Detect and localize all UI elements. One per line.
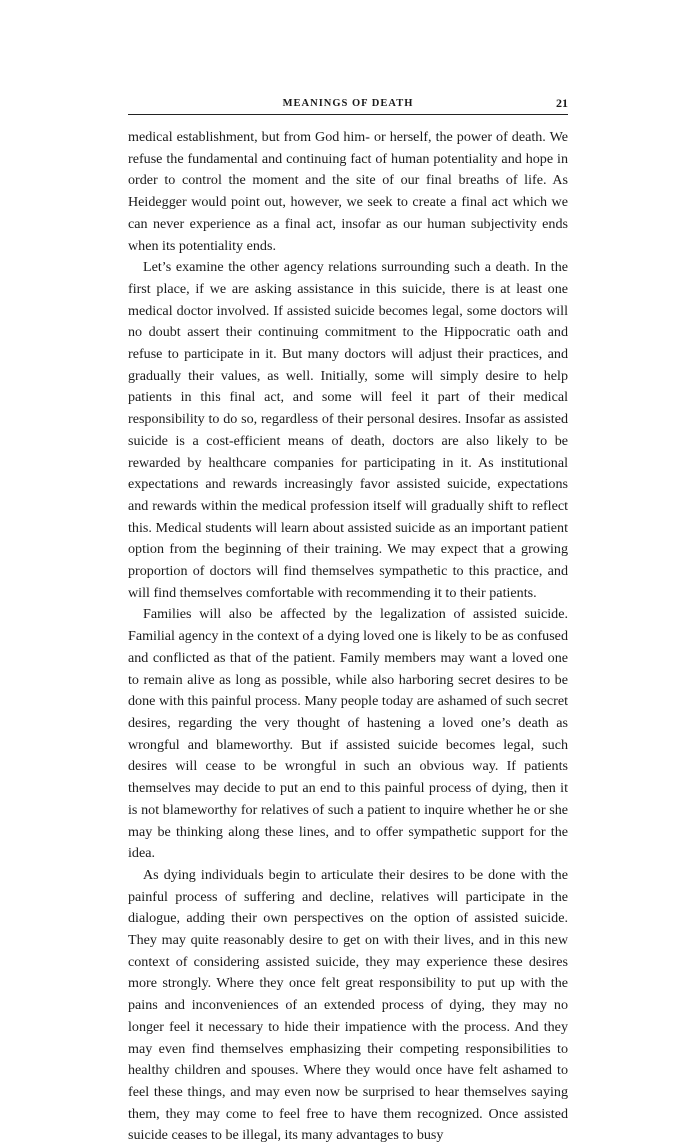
paragraph-dying-individuals: As dying individuals begin to articulate their desires to be done with the painful process of suffering and decline, relatives will participate in the dialogue, adding their own perspectives on the option of assisted suicide. They may quite reasonably desire to get on with their lives, and in this new context of considering assisted suicide, they may experience these desires more strongly. Where they once felt great responsibility to put up with the pains and inconveniences of an extended process of dying, they may no longer feel it necessary to hide their impatience with the process. And they may even find themselves emphasizing their competing responsibilities to healthy children and spouses. Where they would once have felt ashamed to feel these things, and may even now be surprised to hear themselves saying them, they may come to feel free to have them recognized. Once assisted suicide ceases to be illegal, its many advantages to busy — [128, 866, 568, 1144]
page-number: 21 — [556, 96, 568, 110]
paragraph-families: Families will also be affected by the legalization of assisted suicide. Familial agency in the context of a dying loved one is likely to be as confused and conflicted as that of the patient. Family members may want a loved one to remain alive as long as possible, while also harboring secret desires to be done with this painful process. Many people today are ashamed of such secret desires, regarding the very thought of hastening a loved one’s death as wrongful and blameworthy. But if assisted suicide becomes legal, such desires will cease to be wrongful in such an obvious way. If patients themselves may decide to put an end to this painful process of dying, then it is not blameworthy for relatives of such a patient to inquire whether he or she may be thinking along these lines, and to offer sympathetic support for the idea. — [128, 606, 568, 862]
book-page — [128, 96, 568, 1147]
running-header — [128, 96, 568, 115]
paragraph-continued: medical establishment, but from God him- or herself, the power of death. We refuse the fundamental and continuing fact of human potentiality and hope in order to control the moment and the site of our final breaths of life. As Heidegger would point out, however, we seek to create a final act which we can never experience as a final act, insofar as our human subjectivity ends when its potentiality ends. — [128, 129, 568, 254]
body-text — [128, 127, 568, 1147]
running-title: MEANINGS OF DEATH — [282, 98, 414, 109]
paragraph-agency-relations: Let’s examine the other agency relations surrounding such a death. In the first place, if we are asking assistance in this suicide, there is at least one medical doctor involved. If assisted suicide becomes legal, some doctors will no doubt assert their continuing commitment to the Hippocratic oath and refuse to participate in it. But many doctors will adjust their practices, and gradually their values, as well. Initially, some will simply desire to help patients in this final act, and some will feel it part of their medical responsibility to do so, regardless of their personal desires. Insofar as assisted suicide is a cost-efficient means of death, doctors are also likely to be rewarded by healthcare companies for participating in it. As institutional expectations and rewards increasingly favor assisted suicide, expectations and rewards within the medical profession itself will gradually shift to reflect this. Medical students will learn about assisted suicide as an important patient option from the beginning of their training. We may expect that a growing proportion of doctors will find themselves sympathetic to this practice, and will find themselves comfortable with recommending it to their patients. — [128, 259, 568, 601]
